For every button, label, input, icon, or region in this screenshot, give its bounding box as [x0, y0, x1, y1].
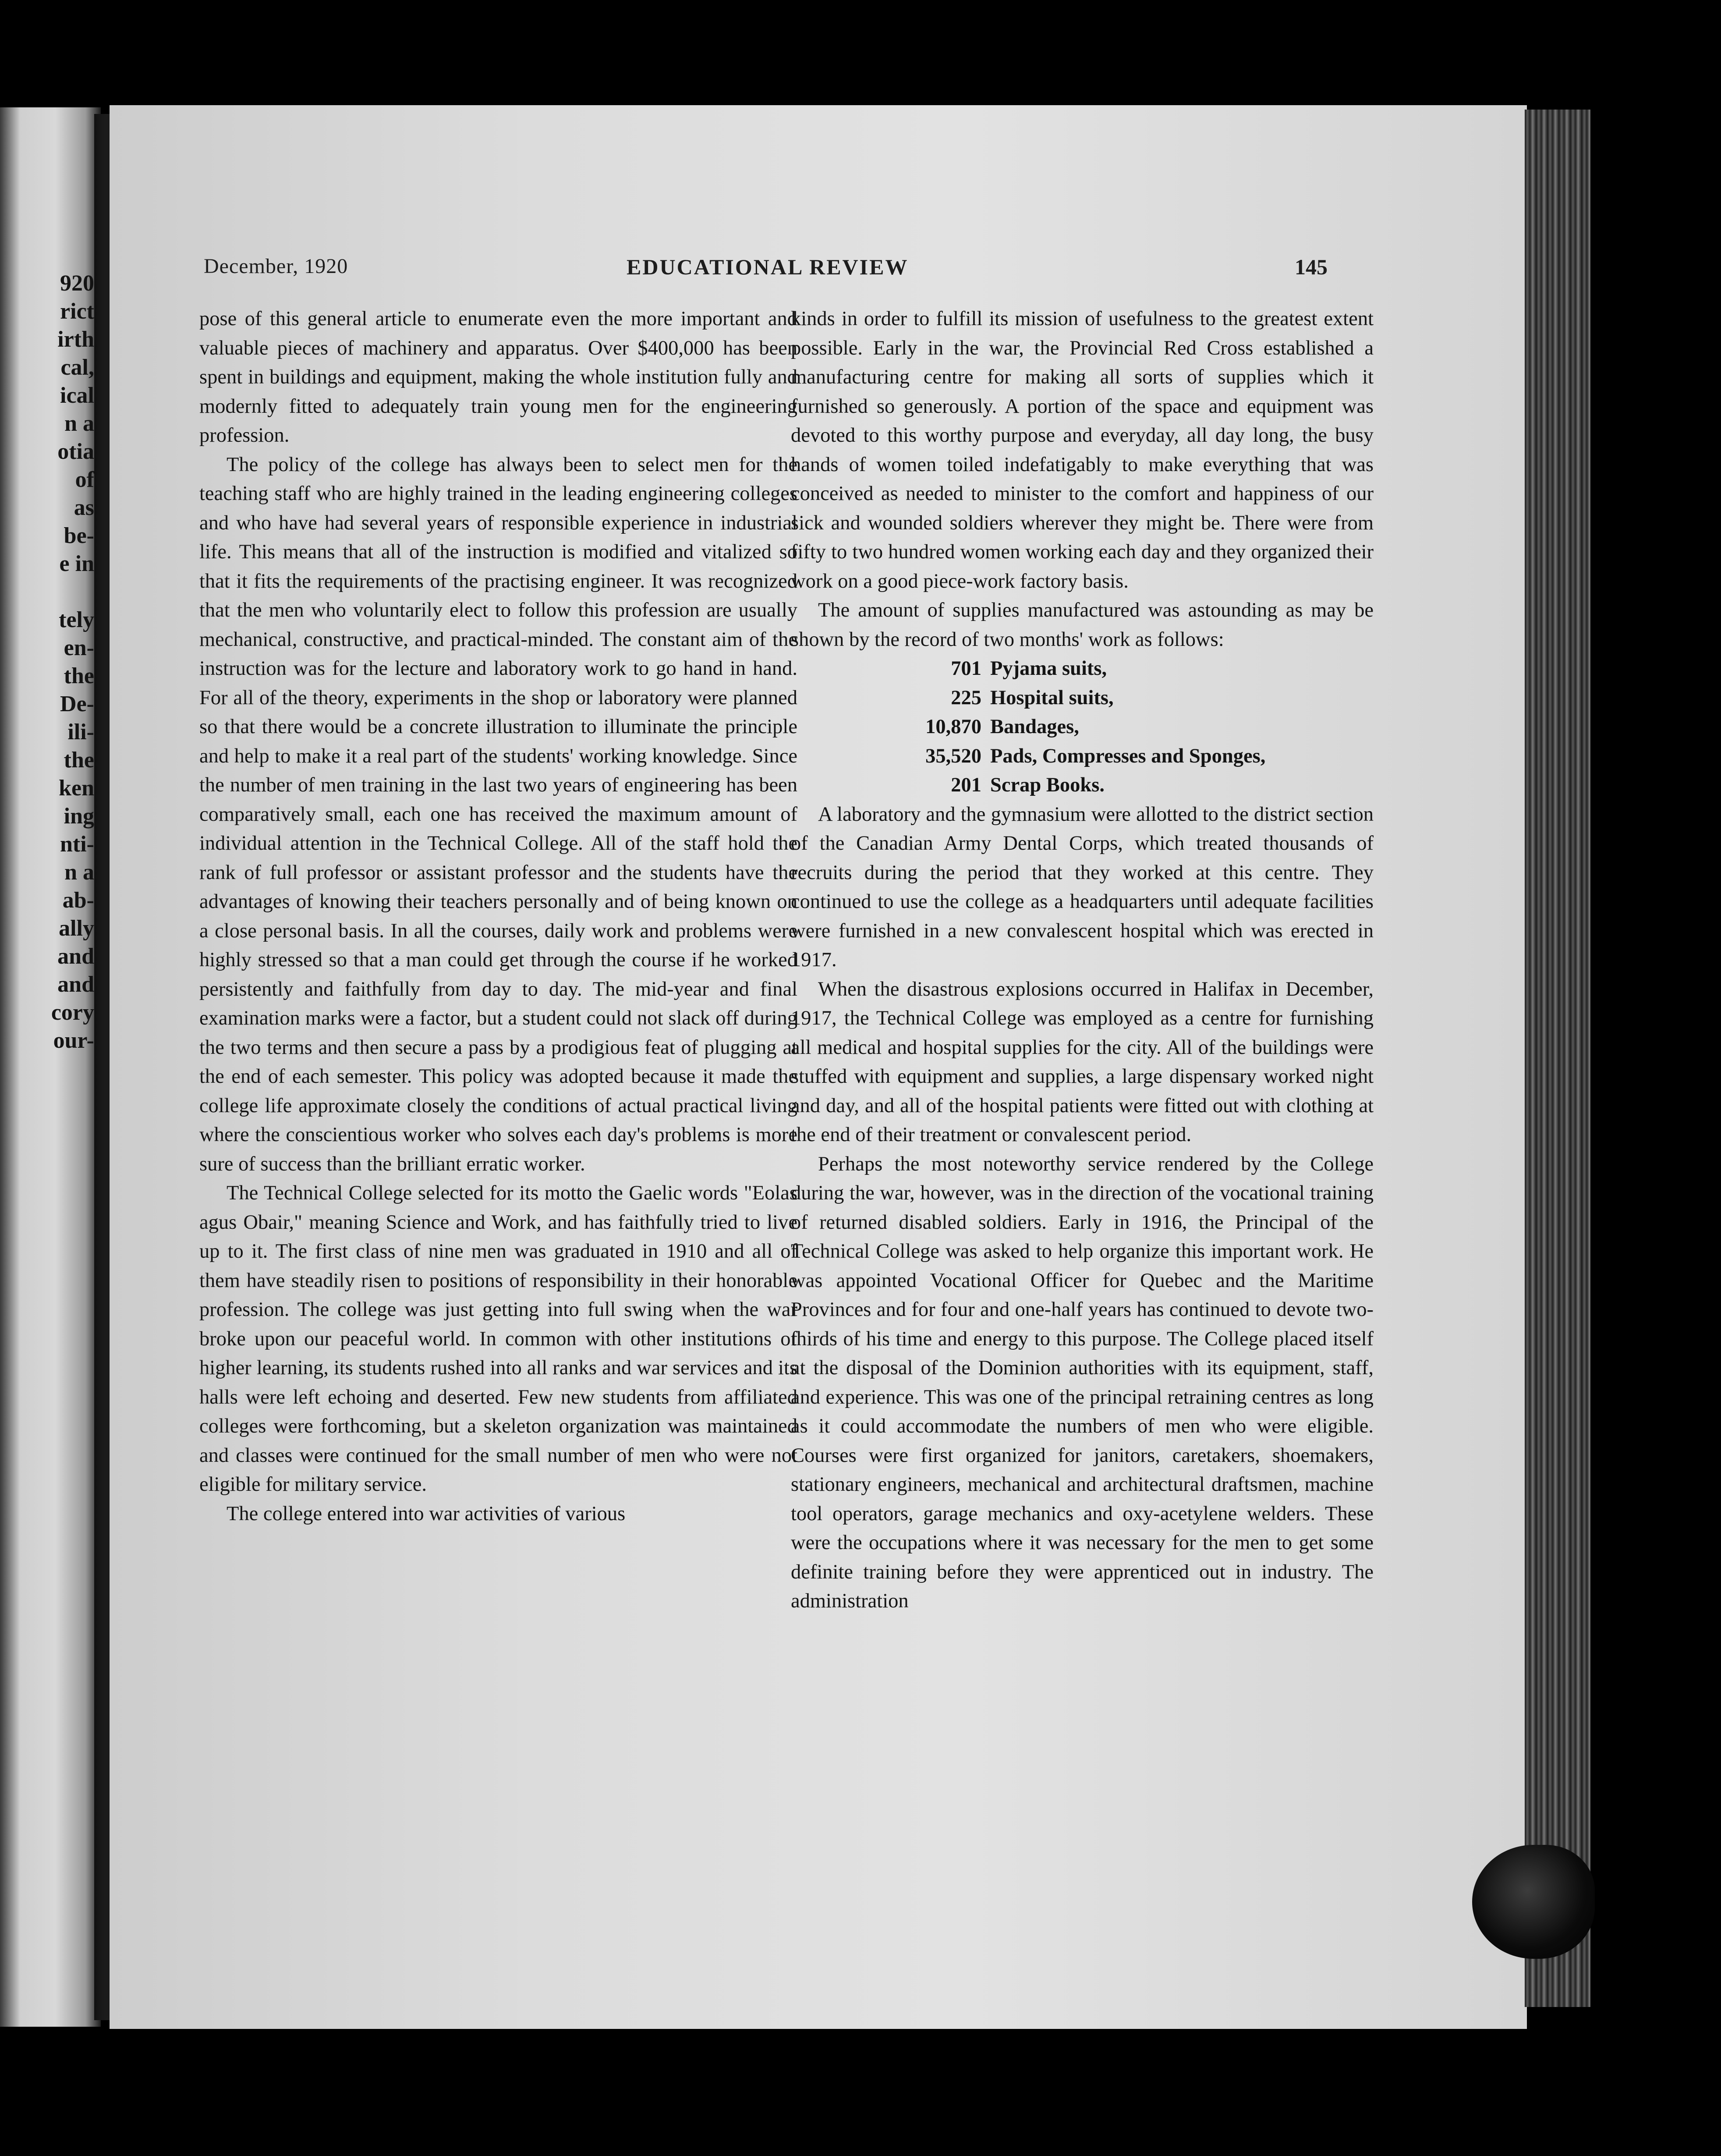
left-text-column: [199, 305, 797, 1528]
paragraph: The college entered into war activities of various: [227, 1502, 626, 1525]
issue-date: December, 1920: [204, 255, 348, 278]
right-text-column: [791, 305, 1374, 1616]
list-item: 10,870 Bandages,: [925, 716, 1079, 738]
adjacent-page-edge: [0, 107, 101, 2027]
list-item: 35,520 Pads, Compresses and Sponges,: [925, 745, 1266, 767]
supplies-list: [791, 654, 1374, 800]
page-block-edges: [1525, 110, 1590, 2007]
paragraph: When the disastrous explosions occurred in Halifax in December, 1917, the Technical College was employed as a centre for furnishing all medical and hospital supplies for the city. All of the buildings were stuffed with equipment and supplies, a large dispensary worked night and day, and all of the hospital patients were fitted out with clothing at the end of their treatment or convalescent period.: [791, 978, 1374, 1146]
paragraph: The amount of supplies manufactured was astounding as may be shown by the record of two months' work as follows:: [791, 599, 1374, 651]
list-item: 201 Scrap Books.: [951, 774, 1105, 796]
list-item: 701 Pyjama suits,: [951, 657, 1107, 680]
adjacent-page-fragments: 920 rict irth cal, ical n a otia of as be- e in tely en- the De- ili- the ken ing nti- n a ab- ally and and cory our-: [51, 271, 94, 1053]
paragraph: Perhaps the most noteworthy service rendered by the College during the war, however, was in the direction of the vocational training of returned disabled soldiers. Early in 1916, the Principal of the Technical College was asked to help organize this important work. He was appointed Vocational Officer for Quebec and the Maritime Provinces and for four and one-half years has continued to devote two-thirds of his time and energy to this purpose. The College placed itself at the disposal of the Dominion authorities with its equipment, staff, and experience. This was one of the principal retraining centres as long as it could accommodate the numbers of men who were eligible. Courses were first organized for janitors, caretakers, shoemakers, stationary engineers, mechanical and architectural draftsmen, machine tool operators, garage mechanics and oxy-acetylene welders. These were the occupations where it was necessary for the men to get some definite training before they were apprenticed out in industry. The administration: [791, 1152, 1374, 1612]
list-item: 225 Hospital suits,: [951, 686, 1114, 709]
paragraph: The Technical College selected for its motto the Gaelic words "Eolas agus Obair," meaning Science and Work, and has faithfully tried to live up to it. The first class of nine men was graduated in 1910 and all of them have steadily risen to positions of responsibility in their honorable profession. The college was just getting into full swing when the war broke upon our peaceful world. In common with other institutions of higher learning, its students rushed into all ranks and war services and its halls were left echoing and deserted. Few new students from affiliated colleges were forthcoming, but a skeleton organization was maintained and classes were continued for the small number of men who were not eligible for military service.: [199, 1182, 797, 1496]
paragraph: pose of this general article to enumerate even the more important and valuable pieces of machinery and apparatus. Over $400,000 has been spent in buildings and equipment, making the whole institution fully and modernly fitted to adequately train young men for the engineering profession.: [199, 308, 797, 447]
paragraph: kinds in order to fulfill its mission of usefulness to the greatest extent possible. Early in the war, the Provincial Red Cross established a manufacturing centre for making all sorts of supplies which it furnished so generously. A portion of the space and equipment was devoted to this worthy purpose and everyday, all day long, the busy hands of women toiled indefatigably to make everything that was conceived as needed to minister to the comfort and happiness of our sick and wounded soldiers wherever they might be. There were from fifty to two hundred women working each day and they organized their work on a good piece-work factory basis.: [791, 308, 1374, 592]
paragraph: The policy of the college has always been to select men for the teaching staff who are highly trained in the leading engineering colleges and who have had several years of responsible experience in industrial life. This means that all of the instruction is modified and vitalized so that it fits the requirements of the practising engineer. It was recognized that the men who voluntarily elect to follow this profession are usually mechanical, constructive, and practical-minded. The constant aim of the instruction was for the lecture and laboratory work to go hand in hand. For all of the theory, experiments in the shop or laboratory were planned so that there would be a concrete illustration to illuminate the principle and help to make it a real part of the students' working knowledge. Since the number of men training in the last two years of engineering has been comparatively small, each one has received the maximum amount of individual attention in the Technical College. All of the staff hold the rank of full professor or assistant professor and the students have the advantages of knowing their teachers personally and of being known on a close personal basis. In all the courses, daily work and problems were highly stressed so that a man could get through the course if he worked persistently and faithfully from day to day. The mid-year and final examination marks were a factor, but a student could not slack off during the two terms and then secure a pass by a prodigious feat of plugging at the end of each semester. This policy was adopted because it made the college life approximate closely the conditions of actual practical living where the conscientious worker who solves each day's problems is more sure of success than the brilliant erratic worker.: [199, 453, 797, 1175]
page-number: 145: [1295, 255, 1328, 279]
thumb-shadow: [1472, 1845, 1595, 1959]
paragraph: A laboratory and the gymnasium were allotted to the district section of the Canadian Army Dental Corps, which treated thousands of recruits during the period that they worked at this centre. They continued to use the college as a headquarters until adequate facilities were furnished in a new convalescent hospital which was erected in 1917.: [791, 803, 1374, 971]
journal-title: EDUCATIONAL REVIEW: [627, 255, 909, 279]
